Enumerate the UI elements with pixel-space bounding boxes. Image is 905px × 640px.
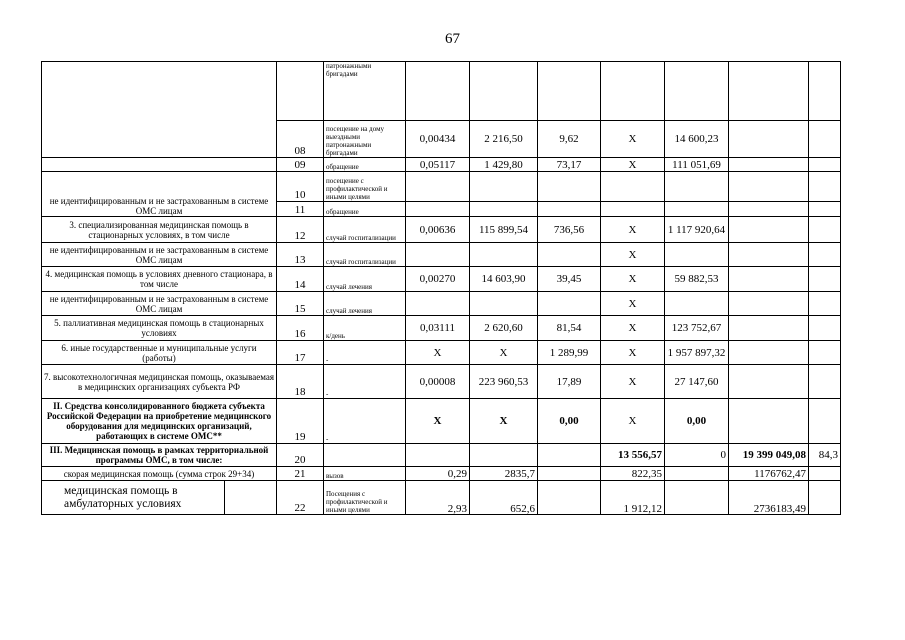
cell-v4: Х — [601, 292, 665, 316]
cell-v2 — [470, 444, 538, 467]
row-unit: вызов — [324, 467, 406, 481]
cell-v3 — [538, 444, 601, 467]
cell-v2: 115 899,54 — [470, 217, 538, 243]
row-unit: - — [324, 341, 406, 365]
table-row — [42, 444, 841, 467]
cell-v7 — [809, 316, 841, 341]
cell-v5 — [665, 202, 729, 217]
cell-v3 — [538, 202, 601, 217]
row-code: 10 — [277, 172, 324, 202]
cell-v4: 13 556,57 — [601, 444, 665, 467]
cell-v7 — [809, 341, 841, 365]
table-row — [42, 62, 841, 121]
cell-v6 — [729, 121, 809, 158]
cell-v3 — [538, 243, 601, 267]
table-row — [42, 172, 841, 202]
cell-v3 — [538, 292, 601, 316]
cell-v1: Х — [406, 399, 470, 444]
cell-v5 — [665, 467, 729, 481]
table-row — [42, 399, 841, 444]
row-code: 18 — [277, 365, 324, 399]
table-row — [42, 341, 841, 365]
cell-v4: 1 912,12 — [601, 481, 665, 515]
cell-v1: 0,00270 — [406, 267, 470, 292]
cell-v2: 2 216,50 — [470, 121, 538, 158]
cell-v2 — [470, 292, 538, 316]
row-unit — [324, 444, 406, 467]
table-row — [42, 292, 841, 316]
cell-v3: 9,62 — [538, 121, 601, 158]
cell-v7 — [809, 158, 841, 172]
table-row — [42, 243, 841, 267]
cell-v4: Х — [601, 267, 665, 292]
cell-v4: Х — [601, 341, 665, 365]
row-name — [42, 158, 277, 172]
cell-v5 — [665, 481, 729, 515]
row-code: 19 — [277, 399, 324, 444]
cell-v2: 2 620,60 — [470, 316, 538, 341]
cell-v5: 59 882,53 — [665, 267, 729, 292]
cell-v2: 223 960,53 — [470, 365, 538, 399]
cell-v4 — [601, 62, 665, 121]
cell-v7 — [809, 217, 841, 243]
cell-v7 — [809, 399, 841, 444]
cell-v6 — [729, 172, 809, 202]
cell-v2 — [470, 172, 538, 202]
cell-v5: 27 147,60 — [665, 365, 729, 399]
cell-v1: 2,93 — [406, 481, 470, 515]
row-code: 20 — [277, 444, 324, 467]
cell-v1: 0,00636 — [406, 217, 470, 243]
cell-v6 — [729, 267, 809, 292]
cell-v1: Х — [406, 341, 470, 365]
row-name: не идентифицированным и не застрахованным в системе ОМС лицам — [42, 172, 277, 217]
row-name: 7. высокотехнологичная медицинская помощь, оказываемая в медицинских организациях субъекта РФ — [42, 365, 277, 399]
row-code: 11 — [277, 202, 324, 217]
row-unit: посещение на дому выездными патронажными бригадами — [324, 121, 406, 158]
row-code: 09 — [277, 158, 324, 172]
row-code: 21 — [277, 467, 324, 481]
row-code: 16 — [277, 316, 324, 341]
row-unit: к/день — [324, 316, 406, 341]
cell-v3 — [538, 481, 601, 515]
cell-v6 — [729, 158, 809, 172]
cell-v6 — [729, 292, 809, 316]
cell-v1: 0,05117 — [406, 158, 470, 172]
cell-v3: 1 289,99 — [538, 341, 601, 365]
cell-v7 — [809, 267, 841, 292]
cell-v7 — [809, 121, 841, 158]
cell-v1: 0,03111 — [406, 316, 470, 341]
row-name: 3. специализированная медицинская помощь в стационарных условиях, в том числе — [42, 217, 277, 243]
row-unit: обращение — [324, 158, 406, 172]
row-name — [42, 481, 277, 515]
cell-v1: 0,00008 — [406, 365, 470, 399]
cell-v5: 14 600,23 — [665, 121, 729, 158]
cell-v3: 0,00 — [538, 399, 601, 444]
cell-v4: Х — [601, 365, 665, 399]
column-divider — [224, 481, 225, 514]
cell-v6 — [729, 62, 809, 121]
cell-v4: Х — [601, 158, 665, 172]
cell-v4: Х — [601, 217, 665, 243]
cell-v7 — [809, 467, 841, 481]
cell-v6 — [729, 341, 809, 365]
row-unit: случай лечения — [324, 267, 406, 292]
cell-v2: 14 603,90 — [470, 267, 538, 292]
cell-v5: 0 — [665, 444, 729, 467]
row-unit: случай госпитализации — [324, 243, 406, 267]
table-row — [42, 316, 841, 341]
row-code: 15 — [277, 292, 324, 316]
cell-v1: 0,00434 — [406, 121, 470, 158]
cell-v7 — [809, 172, 841, 202]
row-code: 14 — [277, 267, 324, 292]
cell-v4 — [601, 202, 665, 217]
row-code: 17 — [277, 341, 324, 365]
cell-v5: 0,00 — [665, 399, 729, 444]
page-number: 67 — [445, 31, 460, 47]
cell-v2 — [470, 62, 538, 121]
row-unit: посещение с профилактической и иными целями — [324, 172, 406, 202]
cell-v6: 19 399 049,08 — [729, 444, 809, 467]
row-name: III. Медицинская помощь в рамках территориальной программы ОМС, в том числе: — [42, 444, 277, 467]
row-unit: - — [324, 399, 406, 444]
row-code: 08 — [277, 121, 324, 158]
cell-v6 — [729, 365, 809, 399]
row-name: не идентифицированным и не застрахованным в системе ОМС лицам — [42, 292, 277, 316]
cell-v3: 17,89 — [538, 365, 601, 399]
table-row — [42, 158, 841, 172]
cell-v1 — [406, 292, 470, 316]
cell-v4: Х — [601, 243, 665, 267]
row-name: II. Средства консолидированного бюджета субъекта Российской Федерации на приобретение медицинского оборудования для медицинских организаций, работающих в системе ОМС** — [42, 399, 277, 444]
row-code: 13 — [277, 243, 324, 267]
cell-v2: 2835,7 — [470, 467, 538, 481]
cell-v5 — [665, 292, 729, 316]
cell-v6 — [729, 399, 809, 444]
cell-v3: 81,54 — [538, 316, 601, 341]
cell-v4: Х — [601, 399, 665, 444]
cell-v5 — [665, 243, 729, 267]
row-unit: случай лечения — [324, 292, 406, 316]
cell-v7 — [809, 481, 841, 515]
cell-v1 — [406, 444, 470, 467]
row-unit: - — [324, 365, 406, 399]
cell-v2 — [470, 243, 538, 267]
row-name: 5. паллиативная медицинская помощь в стационарных условиях — [42, 316, 277, 341]
cell-v6: 1176762,47 — [729, 467, 809, 481]
cell-v3: 736,56 — [538, 217, 601, 243]
cell-v2: 1 429,80 — [470, 158, 538, 172]
row-name: скорая медицинская помощь (сумма строк 29+34) — [42, 467, 277, 481]
row-name: 4. медицинская помощь в условиях дневного стационара, в том числе — [42, 267, 277, 292]
row-code — [277, 62, 324, 121]
table-row — [42, 467, 841, 481]
cell-v6 — [729, 217, 809, 243]
cell-v4: Х — [601, 121, 665, 158]
row-name: 6. иные государственные и муниципальные услуги (работы) — [42, 341, 277, 365]
row-unit: случай госпитализации — [324, 217, 406, 243]
cell-v7 — [809, 365, 841, 399]
cell-v2: Х — [470, 399, 538, 444]
financing-table — [41, 61, 841, 515]
cell-v5 — [665, 172, 729, 202]
cell-v7 — [809, 202, 841, 217]
row-name: не идентифицированным и не застрахованным в системе ОМС лицам — [42, 243, 277, 267]
row-unit: Посещения с профилактической и иными целями — [324, 481, 406, 515]
cell-v2 — [470, 202, 538, 217]
cell-v1 — [406, 62, 470, 121]
cell-v2: Х — [470, 341, 538, 365]
table-row — [42, 365, 841, 399]
cell-v7 — [809, 243, 841, 267]
cell-v5: 111 051,69 — [665, 158, 729, 172]
cell-v1 — [406, 172, 470, 202]
cell-v1 — [406, 202, 470, 217]
cell-v1 — [406, 243, 470, 267]
cell-v3 — [538, 172, 601, 202]
cell-v6: 2736183,49 — [729, 481, 809, 515]
table-row — [42, 217, 841, 243]
cell-v4: Х — [601, 316, 665, 341]
row-code: 12 — [277, 217, 324, 243]
cell-v5 — [665, 62, 729, 121]
cell-v7: 84,3 — [809, 444, 841, 467]
cell-v4: 822,35 — [601, 467, 665, 481]
cell-v5: 123 752,67 — [665, 316, 729, 341]
cell-v3: 39,45 — [538, 267, 601, 292]
cell-v5: 1 117 920,64 — [665, 217, 729, 243]
cell-v4 — [601, 172, 665, 202]
cell-v3: 73,17 — [538, 158, 601, 172]
cell-v5: 1 957 897,32 — [665, 341, 729, 365]
cell-v6 — [729, 316, 809, 341]
cell-v6 — [729, 202, 809, 217]
cell-v3 — [538, 467, 601, 481]
row-name-text: медицинская помощь в амбулаторных условиях — [64, 484, 182, 510]
row-code: 22 — [277, 481, 324, 515]
row-unit: патронажными бригадами — [324, 62, 406, 121]
row-name — [42, 62, 277, 158]
cell-v3 — [538, 62, 601, 121]
cell-v7 — [809, 62, 841, 121]
cell-v1: 0,29 — [406, 467, 470, 481]
cell-v2: 652,6 — [470, 481, 538, 515]
table-row — [42, 267, 841, 292]
row-unit: обращение — [324, 202, 406, 217]
table-row — [42, 481, 841, 515]
cell-v7 — [809, 292, 841, 316]
cell-v6 — [729, 243, 809, 267]
